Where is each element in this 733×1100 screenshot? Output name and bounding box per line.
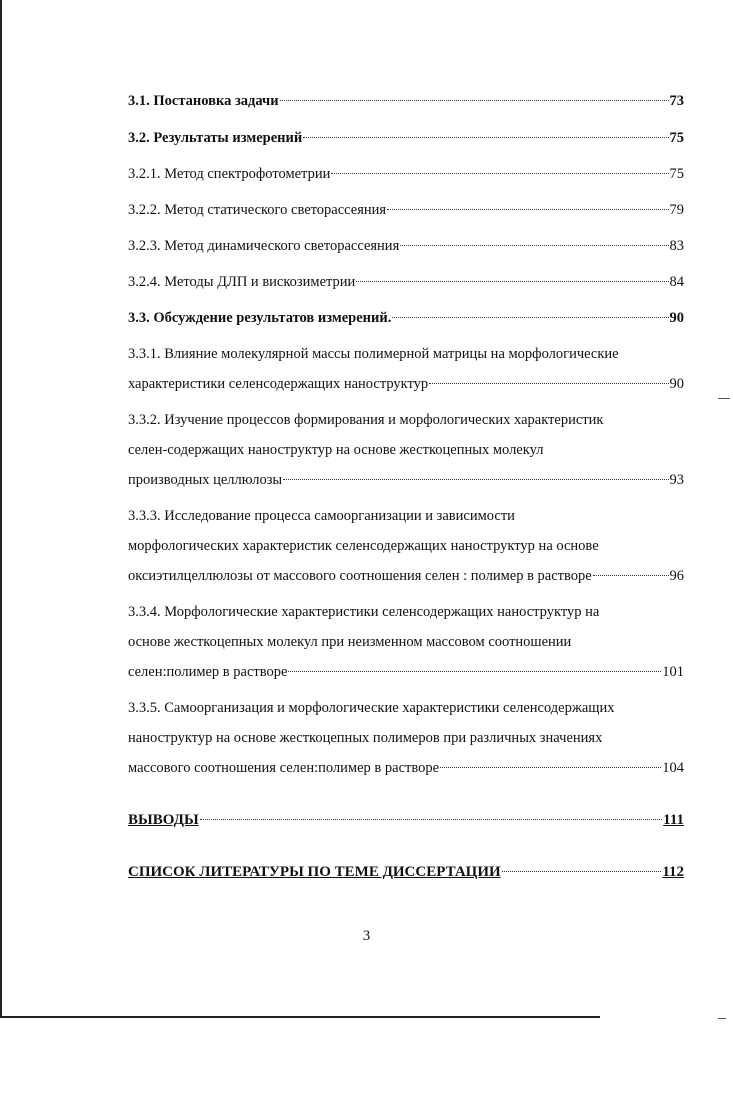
- toc-entry-title: 3.2. Результаты измерений: [128, 130, 303, 146]
- toc-entry-page: 104: [662, 760, 684, 776]
- leader-dots: [502, 871, 662, 872]
- toc-entry-3-3-5[interactable]: [128, 693, 684, 783]
- leader-dots: [280, 100, 669, 101]
- toc-entry-title-line: 3.3.2. Изучение процессов формирования и морфологических характеристик: [128, 412, 604, 428]
- table-of-contents: [128, 86, 684, 887]
- toc-entry-3-2-1[interactable]: [128, 159, 684, 189]
- leader-dots: [303, 137, 668, 138]
- scan-mark: [718, 398, 730, 399]
- leader-dots: [200, 819, 662, 820]
- toc-entry-3-3-1[interactable]: [128, 339, 684, 399]
- leader-dots: [593, 575, 669, 576]
- toc-entry-page: 75: [669, 130, 684, 146]
- toc-entry-title-line: селен:полимер в растворе: [128, 664, 288, 680]
- toc-entry-3-2-4[interactable]: [128, 267, 684, 297]
- leader-dots: [392, 317, 668, 318]
- toc-entry-3-2-2[interactable]: [128, 195, 684, 225]
- toc-entry-title-line: основе жесткоцепных молекул при неизменном массовом соотношении: [128, 634, 572, 650]
- scan-border-bottom: [0, 1016, 600, 1018]
- toc-entry-page: 111: [663, 812, 684, 828]
- toc-entry-3-2[interactable]: [128, 123, 684, 153]
- toc-entry-title-line: морфологических характеристик селенсодержащих наноструктур на основе: [128, 538, 599, 554]
- toc-entry-title-line: селен-содержащих наноструктур на основе жесткоцепных молекул: [128, 442, 544, 458]
- toc-entry-title: 3.2.2. Метод статического светорассеяния: [128, 202, 387, 218]
- toc-entry-title: 3.3. Обсуждение результатов измерений.: [128, 310, 392, 326]
- toc-entry-references[interactable]: [128, 857, 684, 887]
- toc-entry-title: 3.2.1. Метод спектрофотометрии: [128, 166, 331, 182]
- toc-entry-page: 84: [669, 274, 684, 290]
- toc-entry-title: СПИСОК ЛИТЕРАТУРЫ ПО ТЕМЕ ДИССЕРТАЦИИ: [128, 864, 501, 880]
- toc-entry-page: 112: [662, 864, 684, 880]
- toc-entry-page: 90: [669, 310, 684, 326]
- leader-dots: [440, 767, 661, 768]
- page-number: 3: [362, 928, 371, 944]
- toc-entry-title-line: 3.3.1. Влияние молекулярной массы полимерной матрицы на морфологические: [128, 346, 619, 362]
- leader-dots: [283, 479, 668, 480]
- scan-border-left: [0, 0, 2, 1018]
- toc-entry-page: 79: [669, 202, 684, 218]
- toc-entry-title: 3.1. Постановка задачи: [128, 93, 279, 109]
- toc-entry-page: 93: [669, 472, 684, 488]
- toc-entry-title: 3.2.3. Метод динамического светорассеяния: [128, 238, 400, 254]
- toc-entry-3-2-3[interactable]: [128, 231, 684, 261]
- toc-entry-page: 75: [669, 166, 684, 182]
- toc-entry-3-3-4[interactable]: [128, 597, 684, 687]
- leader-dots: [356, 281, 668, 282]
- toc-entry-title-line: 3.3.5. Самоорганизация и морфологические характеристики селенсодержащих: [128, 700, 615, 716]
- toc-entry-title: 3.2.4. Методы ДЛП и вискозиметрии: [128, 274, 356, 290]
- toc-entry-3-3-2[interactable]: [128, 405, 684, 495]
- leader-dots: [387, 209, 668, 210]
- leader-dots: [400, 245, 668, 246]
- leader-dots: [331, 173, 668, 174]
- leader-dots: [429, 383, 668, 384]
- toc-entry-page: 101: [662, 664, 684, 680]
- toc-entry-3-3[interactable]: [128, 303, 684, 333]
- toc-entry-page: 90: [669, 376, 684, 392]
- toc-entry-title-line: 3.3.4. Морфологические характеристики селенсодержащих наноструктур на: [128, 604, 600, 620]
- toc-entry-title-line: характеристики селенсодержащих наноструктур: [128, 376, 429, 392]
- toc-entry-conclusions[interactable]: [128, 805, 684, 835]
- toc-entry-title-line: оксиэтилцеллюлозы от массового соотношения селен : полимер в растворе: [128, 568, 592, 584]
- scan-mark: [718, 1018, 726, 1019]
- toc-entry-title-line: наноструктур на основе жесткоцепных полимеров при различных значениях: [128, 730, 603, 746]
- toc-entry-page: 96: [669, 568, 684, 584]
- toc-entry-3-3-3[interactable]: [128, 501, 684, 591]
- toc-entry-title-line: массового соотношения селен:полимер в растворе: [128, 760, 440, 776]
- toc-entry-page: 83: [669, 238, 684, 254]
- toc-entry-3-1[interactable]: [128, 86, 684, 116]
- leader-dots: [288, 671, 661, 672]
- toc-entry-title-line: производных целлюлозы: [128, 472, 283, 488]
- toc-entry-title-line: 3.3.3. Исследование процесса самоорганизации и зависимости: [128, 508, 515, 524]
- toc-entry-title: ВЫВОДЫ: [128, 812, 199, 828]
- toc-entry-page: 73: [669, 93, 684, 109]
